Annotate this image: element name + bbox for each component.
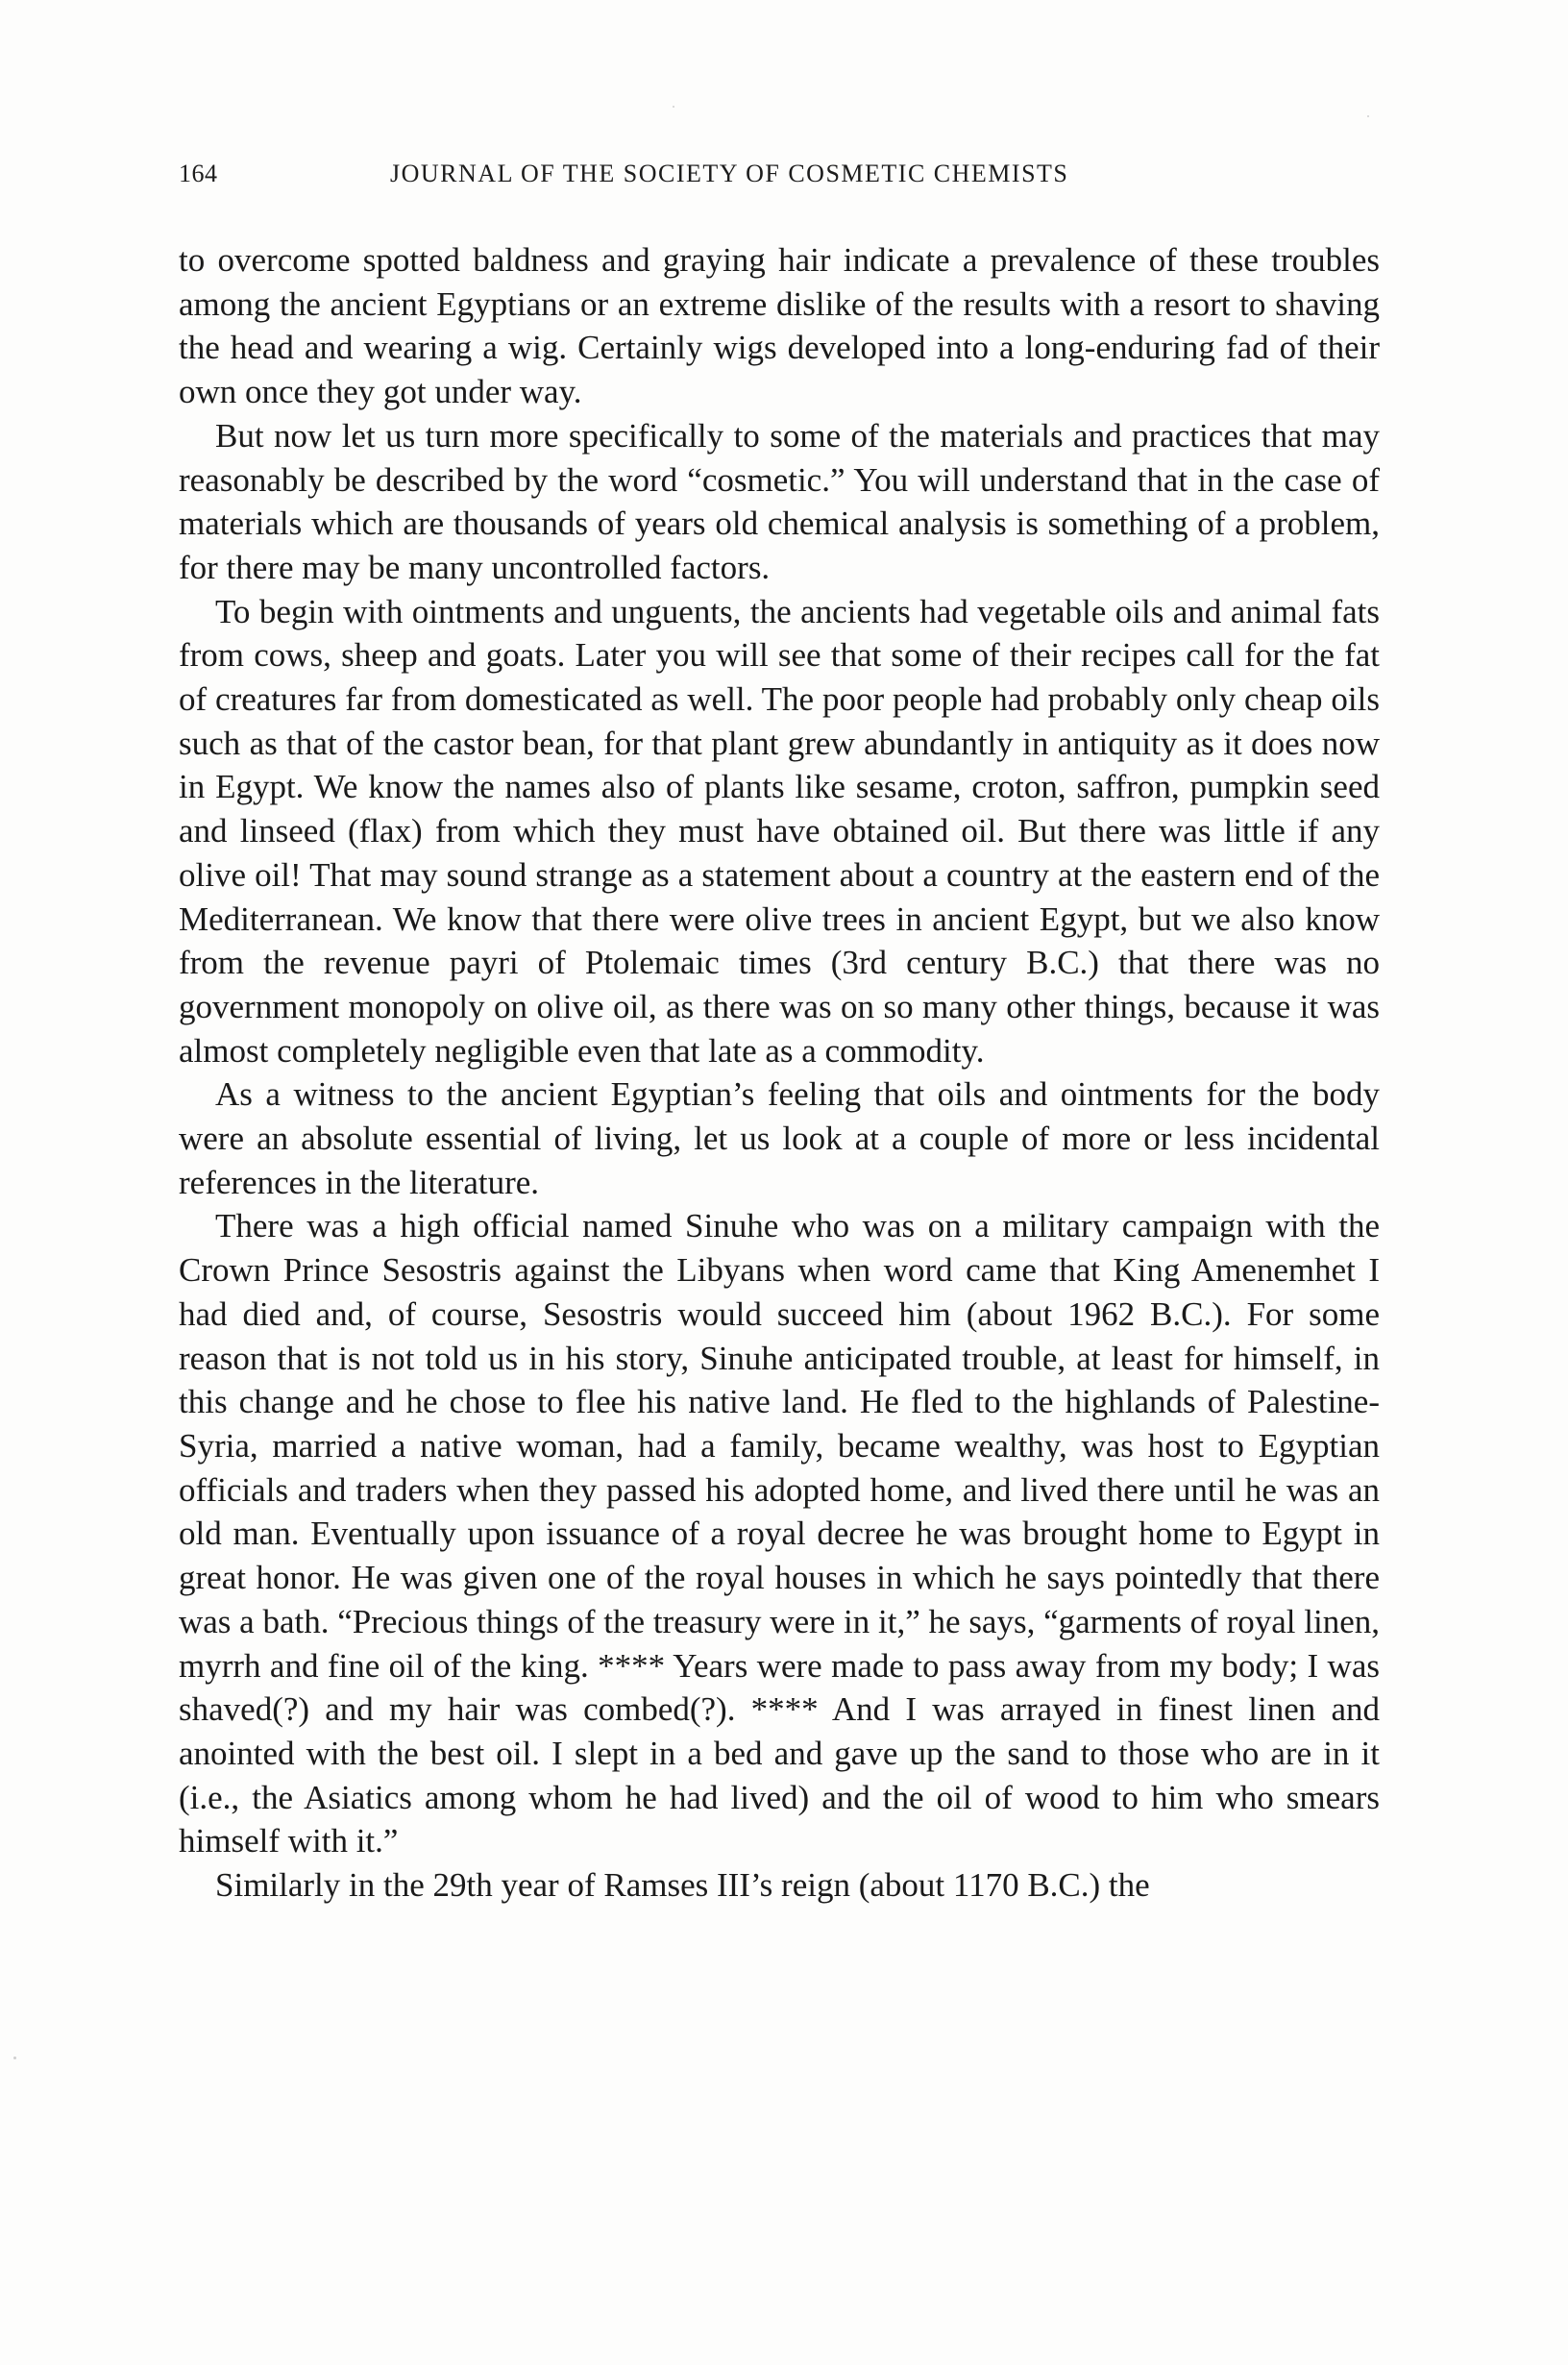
running-head: JOURNAL OF THE SOCIETY OF COSMETIC CHEMISTS <box>390 160 1069 187</box>
page-header <box>179 152 1380 200</box>
paragraph-cosmetic-materials: But now let us turn more specifically to some of the materials and practices that may reasonably be described by the word “cosmetic.” You will understand that in the case of materials which are thousands of years old chemical analysis is something of a problem, for there may be many uncontrolled factors. <box>179 416 1380 586</box>
paragraph-witness: As a witness to the ancient Egyptian’s feeling that oils and ointments for the body were an absolute essential of living, let us look at a couple of more or less incidental references in the literature. <box>179 1075 1380 1201</box>
scan-speck <box>1367 115 1369 117</box>
paragraph-continued: to overcome spotted baldness and graying hair indicate a prevalence of these troubles among the ancient Egyptians or an extreme dislike of the results with a resort to shaving the head and wearing a wig. Certainly wigs developed into a long-enduring fad of their own once they got under way. <box>179 241 1380 411</box>
article-body <box>179 238 1380 1908</box>
paragraph-ramses: Similarly in the 29th year of Ramses III’s reign (about 1170 B.C.) the <box>215 1866 1150 1905</box>
paragraph-ointments-unguents: To begin with ointments and unguents, the ancients had vegetable oils and animal fats from cows, sheep and goats. Later you will see that some of their recipes call for the fat of creatures far from domesticated as well. The poor people had probably only cheap oils such as that of the castor bean, for that plant grew abundantly in antiquity as it does now in Egypt. We know the names also of plants like sesame, croton, saffron, pumpkin seed and linseed (flax) from which they must have obtained oil. But there was little if any olive oil! That may sound strange as a statement about a country at the eastern end of the Mediterranean. We know that there were olive trees in ancient Egypt, but we also know from the revenue payri of Ptolemaic times (3rd century B.C.) that there was no government monopoly on olive oil, as there was on so many other things, because it was almost completely negligible even that late as a commodity. <box>179 592 1380 1070</box>
scan-speck <box>673 106 674 108</box>
page-number: 164 <box>179 160 218 187</box>
paragraph-sinuhe: There was a high official named Sinuhe who was on a military campaign with the Crown Prince Sesostris against the Libyans when word came that King Amenemhet I had died and, of course, Sesostris would succeed him (about 1962 B.C.). For some reason that is not told us in his story, Sinuhe anticipated trouble, at least for himself, in this change and he chose to flee his native land. He fled to the highlands of Palestine-Syria, married a native woman, had a family, became wealthy, was host to Egyptian officials and traders when they passed his adopted home, and lived there until he was an old man. Eventually upon issuance of a royal decree he was brought home to Egypt in great honor. He was given one of the royal houses in which he says pointedly that there was a bath. “Precious things of the treasury were in it,” he says, “garments of royal linen, myrrh and fine oil of the king. **** Years were made to pass away from my body; I was shaved(?) and my hair was combed(?). **** And I was arrayed in finest linen and anointed with the best oil. I slept in a bed and gave up the sand to those who are in it (i.e., the Asiatics among whom he had lived) and the oil of wood to him who smears himself with it.” <box>179 1207 1380 1860</box>
scan-speck <box>13 2057 16 2059</box>
